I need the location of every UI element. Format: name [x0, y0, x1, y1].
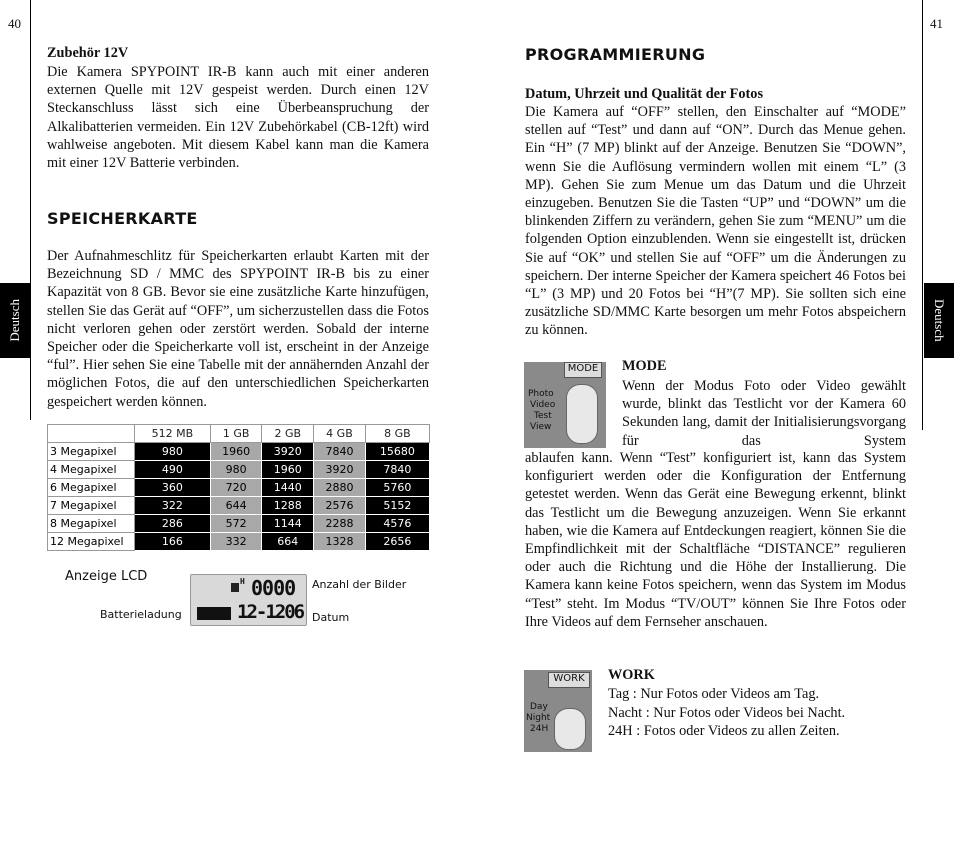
left-language-tab: Deutsch: [0, 283, 30, 358]
work-switch-photo: [524, 670, 592, 752]
table-cell: 5152: [365, 497, 429, 515]
table-cell: 2656: [365, 533, 429, 551]
table-row: [48, 497, 430, 515]
table-cell: 15680: [365, 443, 429, 461]
table-row: [48, 515, 430, 533]
right-language-tab: Deutsch: [924, 283, 954, 358]
lcd-date-label: Datum: [312, 611, 350, 624]
table-cell: 332: [210, 533, 262, 551]
table-header-cell: 512 MB: [135, 425, 211, 443]
table-cell: 5760: [365, 479, 429, 497]
table-cell: 1288: [262, 497, 314, 515]
accessory-title: Zubehör 12V: [47, 45, 129, 61]
lcd-screen: [190, 574, 307, 626]
table-row: [48, 443, 430, 461]
table-row-label: 6 Megapixel: [48, 479, 135, 497]
accessory-text: Die Kamera SPYPOINT IR-B kann auch mit einer anderen externen Quelle mit 12V gespeist werden. Durch einen 12V Steckanschluss lässt sich eine Überbeanspruchung der Alkalibatterien vermeiden. Ein 12V Zubehörkabel (CB-12ft) wird wahlweise angeboten. Mit diesem Kabel kann man die Kamera mit einer 12V Batterie verbinden.: [47, 64, 429, 172]
table-cell: 1328: [314, 533, 366, 551]
table-row: [48, 461, 430, 479]
work-title: WORK: [608, 667, 655, 683]
table-row: [48, 479, 430, 497]
left-page-number: 40: [8, 16, 21, 31]
lcd-date-digits: 12-1206: [237, 601, 304, 623]
table-cell: 490: [135, 461, 211, 479]
mode-rest: ablaufen kann. Wenn “Test” konfiguriert ist, kann das System konfiguriert werden oder die Konfiguration der Entfernung getestet werden. Wenn das Gerät eine Bewegung erkennt, blinkt das Testlicht um die Bewegung anzuzeigen. Wenn Sie erkannt haben, wie die Kamera auf Entdeckungen reagiert, können Sie die Empfindlichkeit mit der Schaltfläche “DISTANCE” regulieren oder auch die Richtung und die Höhe der Installierung. Die Kamera kann keine Fotos speichern, wenn das System im Modus “Test” steht. Im Modus “TV/OUT” können Sie Ihre Fotos oder Ihre Videos auf dem Fernseher anschauen.: [525, 450, 906, 630]
table-row-label: 12 Megapixel: [48, 533, 135, 551]
memory-text: Der Aufnahmeschlitz für Speicherkarten erlaubt Karten mit der Bezeichnung SD / MMC des SPYPOINT IR-B bis zu einer Kapazität von 8 GB. Bevor sie eine zusätzliche Karte hinzufügen, stellen Sie das Gerät auf “OFF”, um sicherzustellen dass die Fotos nicht verloren gehen oder zerstört werden. Sobald der interne Speicher oder die Speicherkarte voll ist, erscheint in der Anzeige “ful”. Hier sehen Sie eine Tabelle mit der annähernden Anzahl der möglichen Fotos, die auf den unterschiedlichen Speicherkarten gespeichert werden können.: [47, 248, 429, 410]
table-cell: 1144: [262, 515, 314, 533]
datetime-text: Die Kamera auf “OFF” stellen, den Einschalter auf “MODE” stellen auf “Test” und dann auf “ON”. Durch das Menue gehen. Ein “H” (7 MP) blinkt auf der Anzeige. Benutzen Sie “DOWN”, wenn Sie die Auflösung vermindern wollen mit einem “L” (3 MP). Gehen Sie zum Menue um das Datum und die Uhrzeit einzugeben. Benutzen Sie die Tasten “UP” und “DOWN” um die blinkenden Ziffern zu verändern, gehen Sie zum “MENU” um die folgenden Option einzublenden. Wenn sie eingestellt ist, drücken Sie auf “OK” und stellen Sie auf “OFF” um die Änderungen zu speichern. Der interne Speicher der Kamera speichert 46 Fotos bei “L” (3 MP) und 20 Fotos bei “H”(7 MP). Sie sollten sich eine zusätzliche SD/MMC Karte besorgen um mehr Fotos abspeichern zu können.: [525, 104, 906, 339]
table-cell: 980: [210, 461, 262, 479]
table-cell: 720: [210, 479, 262, 497]
table-row-label: 7 Megapixel: [48, 497, 135, 515]
lcd-mode-letter: H: [240, 577, 245, 586]
table-cell: 3920: [262, 443, 314, 461]
mode-title: MODE: [622, 358, 667, 374]
table-cell: 166: [135, 533, 211, 551]
table-cell: 2288: [314, 515, 366, 533]
lcd-count-digits: 0000: [251, 576, 296, 600]
table-cell: 2880: [314, 479, 366, 497]
left-margin-rule: [30, 0, 31, 420]
table-cell: 644: [210, 497, 262, 515]
datetime-title: Datum, Uhrzeit und Qualität der Fotos: [525, 86, 764, 102]
right-page-number: 41: [930, 16, 943, 31]
table-row-label: 4 Megapixel: [48, 461, 135, 479]
table-cell: 322: [135, 497, 211, 515]
memory-heading: SPEICHERKARTE: [47, 209, 198, 228]
table-cell: 664: [262, 533, 314, 551]
table-cell: 7840: [365, 461, 429, 479]
work-line-24h: 24H : Fotos oder Videos zu allen Zeiten.: [608, 723, 840, 739]
table-cell: 2576: [314, 497, 366, 515]
memory-capacity-table: [47, 424, 430, 551]
work-option-24h: 24H: [530, 724, 549, 734]
mode-switch-photo: [524, 362, 606, 448]
mode-option-view: View: [530, 422, 552, 432]
table-cell: 980: [135, 443, 211, 461]
table-cell: 1960: [262, 461, 314, 479]
table-header-cell: 8 GB: [365, 425, 429, 443]
mode-intro: Wenn der Modus Foto oder Video gewählt wurde, blinkt das Testlicht vor der Kamera 60 Sekunden lang, damit der Initialisierungsvorgang für das System: [622, 378, 906, 449]
mode-option-video: Video: [530, 400, 556, 410]
table-cell: 286: [135, 515, 211, 533]
lcd-title: Anzeige LCD: [65, 569, 148, 584]
work-option-night: Night: [526, 713, 551, 723]
table-cell: 4576: [365, 515, 429, 533]
work-switch-knob: [554, 708, 586, 750]
mode-switch-knob: [566, 384, 598, 444]
table-row-label: 3 Megapixel: [48, 443, 135, 461]
lcd-card-icon: [231, 583, 239, 592]
table-header-cell: 1 GB: [210, 425, 262, 443]
mode-switch-top-label: MODE: [564, 362, 602, 378]
table-corner-cell: [48, 425, 135, 443]
table-row: [48, 533, 430, 551]
table-cell: 572: [210, 515, 262, 533]
right-margin-rule: [922, 0, 923, 430]
work-switch-top-label: WORK: [548, 672, 590, 688]
programming-heading: PROGRAMMIERUNG: [525, 45, 706, 64]
table-header-cell: 4 GB: [314, 425, 366, 443]
lcd-battery-label: Batterieladung: [100, 608, 182, 621]
mode-option-test: Test: [534, 411, 552, 421]
work-option-day: Day: [530, 702, 548, 712]
lcd-count-label: Anzahl der Bilder: [312, 578, 407, 591]
table-cell: 360: [135, 479, 211, 497]
table-cell: 1960: [210, 443, 262, 461]
table-row-label: 8 Megapixel: [48, 515, 135, 533]
table-cell: 1440: [262, 479, 314, 497]
table-cell: 3920: [314, 461, 366, 479]
work-line-night: Nacht : Nur Fotos oder Videos bei Nacht.: [608, 705, 846, 721]
mode-option-photo: Photo: [528, 389, 554, 399]
table-cell: 7840: [314, 443, 366, 461]
work-line-day: Tag : Nur Fotos oder Videos am Tag.: [608, 686, 820, 702]
table-header-cell: 2 GB: [262, 425, 314, 443]
battery-icon: [197, 607, 231, 620]
